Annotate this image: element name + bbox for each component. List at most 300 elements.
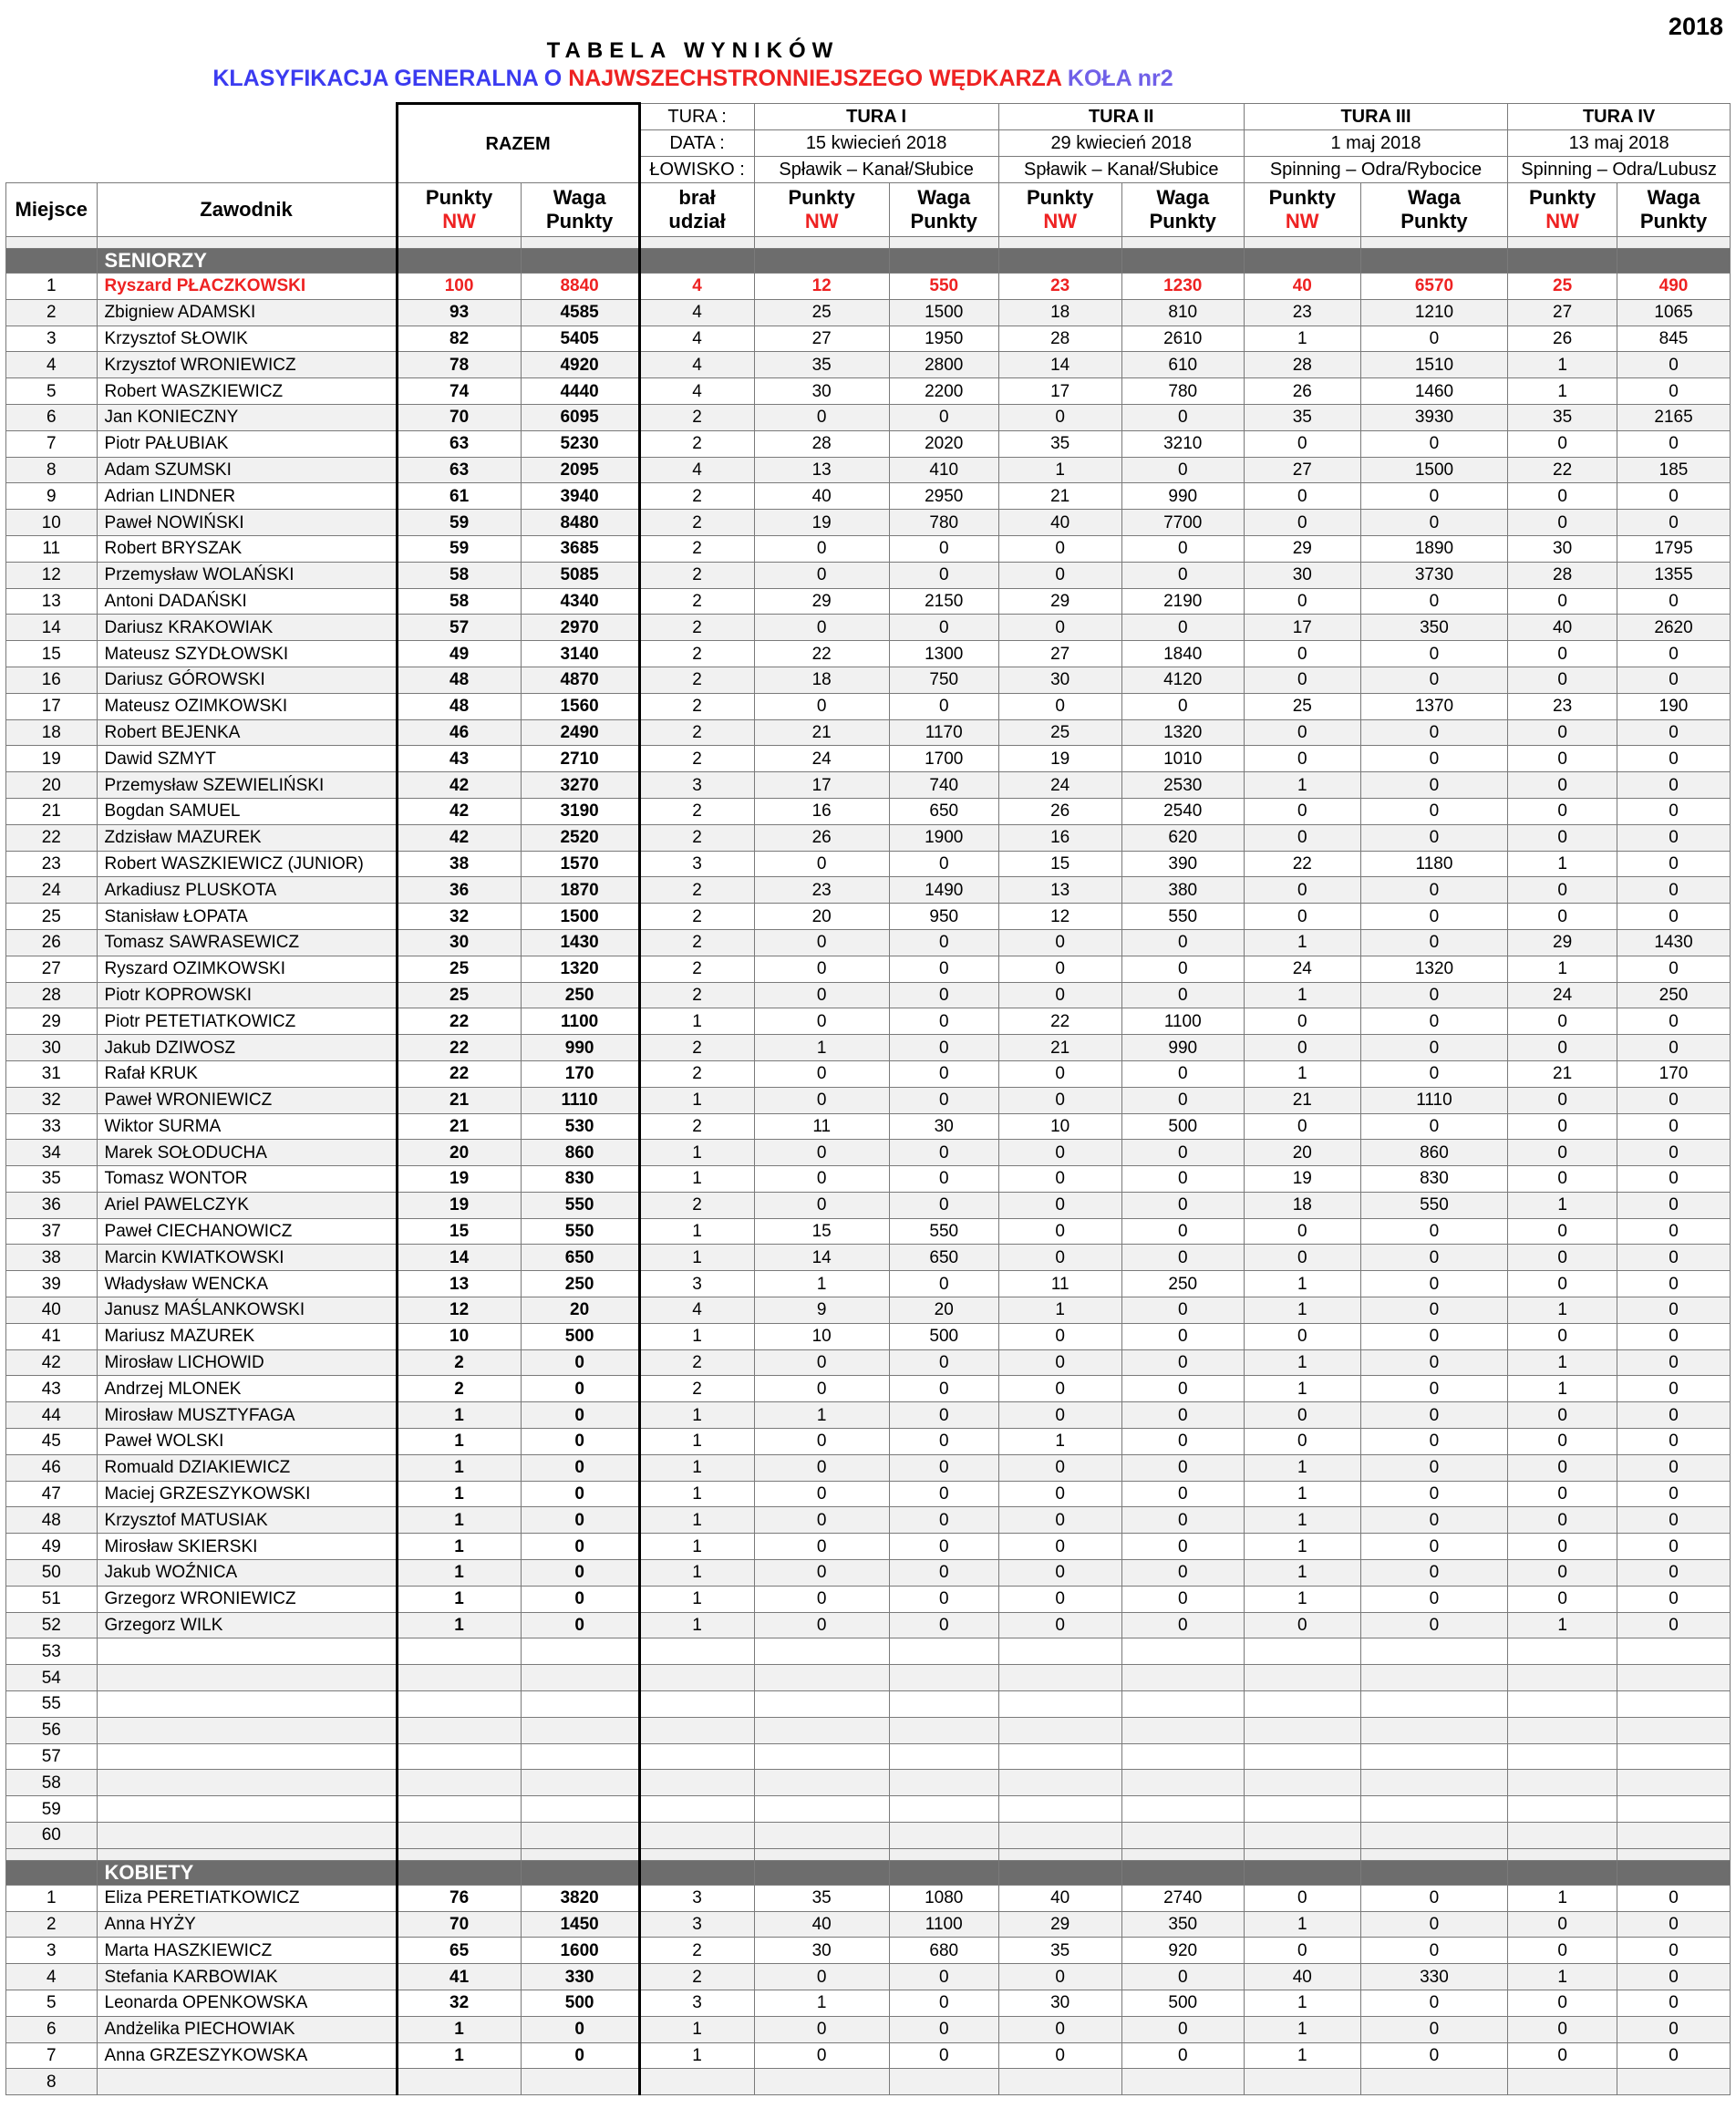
- table-row: [6, 1990, 1731, 2017]
- cell-total-points: 42: [397, 772, 521, 799]
- cell-place: 4: [6, 1964, 98, 1990]
- cell-t4-weight: 0: [1617, 641, 1731, 667]
- cell-name: Stefania KARBOWIAK: [97, 1964, 397, 1990]
- cell-total-weight: 500: [521, 1323, 639, 1349]
- cell-total-weight: 330: [521, 1964, 639, 1990]
- cell-place: 11: [6, 535, 98, 562]
- cell-place: 18: [6, 719, 98, 746]
- cell-t4-points: 26: [1508, 326, 1617, 352]
- cell-t3-points: [1244, 1743, 1360, 1770]
- cell-place: 6: [6, 2016, 98, 2042]
- cell-t1-weight: 0: [889, 1271, 998, 1297]
- cell-t4-weight: 0: [1617, 1140, 1731, 1166]
- table-row: [6, 1743, 1731, 1770]
- cell-name: Tomasz SAWRASEWICZ: [97, 929, 397, 956]
- page-subtitle: [0, 66, 1386, 92]
- cell-participation: 1: [639, 1612, 754, 1638]
- cell-t1-points: 0: [754, 982, 889, 1008]
- cell-name: Dariusz GÓROWSKI: [97, 667, 397, 693]
- cell-total-weight: [521, 1717, 639, 1743]
- cell-t3-points: 0: [1244, 588, 1360, 615]
- cell-name: Mateusz OZIMKOWSKI: [97, 693, 397, 719]
- cell-t3-weight: 0: [1360, 1376, 1507, 1402]
- cell-t3-weight: 0: [1360, 1035, 1507, 1061]
- table-row: [6, 1349, 1731, 1376]
- cell-t2-points: 0: [998, 1612, 1121, 1638]
- cell-t3-points: [1244, 1691, 1360, 1718]
- cell-t4-weight: [1617, 1717, 1731, 1743]
- cell-t2-weight: 0: [1121, 1218, 1244, 1245]
- cell-t4-weight: 0: [1617, 1349, 1731, 1376]
- cell-t2-points: 0: [998, 1060, 1121, 1087]
- cell-t2-points: [998, 1691, 1121, 1718]
- cell-t2-weight: [1121, 1743, 1244, 1770]
- cell-t2-weight: 0: [1121, 1507, 1244, 1534]
- cell-t2-weight: 2530: [1121, 772, 1244, 799]
- cell-t2-weight: 550: [1121, 904, 1244, 930]
- cell-t2-points: [998, 1743, 1121, 1770]
- cell-t4-points: [1508, 1638, 1617, 1665]
- cell-t2-weight: 0: [1121, 1481, 1244, 1507]
- cell-t2-weight: 2190: [1121, 588, 1244, 615]
- cell-total-points: 13: [397, 1271, 521, 1297]
- cell-t4-weight: 1355: [1617, 562, 1731, 588]
- cell-total-weight: 3685: [521, 535, 639, 562]
- cell-place: 13: [6, 588, 98, 615]
- cell-t4-weight: [1617, 2069, 1731, 2095]
- cell-total-weight: 0: [521, 1376, 639, 1402]
- cell-total-points: [397, 1796, 521, 1823]
- cell-total-points: 22: [397, 1060, 521, 1087]
- cell-t4-points: 0: [1508, 1323, 1617, 1349]
- cell-t1-points: 0: [754, 1060, 889, 1087]
- cell-t3-weight: 3930: [1360, 404, 1507, 430]
- cell-t2-points: 0: [998, 1402, 1121, 1429]
- cell-total-weight: 0: [521, 2042, 639, 2069]
- cell-t1-points: 0: [754, 2042, 889, 2069]
- cell-place: 26: [6, 929, 98, 956]
- cell-t4-points: 0: [1508, 1245, 1617, 1271]
- razem-header: RAZEM: [397, 104, 639, 183]
- table-row: [6, 1008, 1731, 1035]
- cell-total-points: 76: [397, 1885, 521, 1911]
- cell-t1-points: 0: [754, 1008, 889, 1035]
- cell-t4-weight: [1617, 1665, 1731, 1691]
- cell-total-weight: 0: [521, 1612, 639, 1638]
- cell-t3-points: 0: [1244, 1113, 1360, 1140]
- cell-name: [97, 1691, 397, 1718]
- cell-t1-points: 0: [754, 1454, 889, 1481]
- cell-participation: 2: [639, 956, 754, 982]
- cell-t1-points: 1: [754, 1402, 889, 1429]
- cell-total-points: 10: [397, 1323, 521, 1349]
- cell-total-weight: 5085: [521, 562, 639, 588]
- cell-t2-points: 1: [998, 1429, 1121, 1455]
- cell-t3-points: 1: [1244, 982, 1360, 1008]
- cell-t3-weight: 550: [1360, 1192, 1507, 1218]
- cell-t2-points: 0: [998, 1586, 1121, 1612]
- cell-total-weight: 1500: [521, 904, 639, 930]
- cell-t4-weight: 0: [1617, 430, 1731, 457]
- cell-total-weight: 0: [521, 1507, 639, 1534]
- cell-t2-weight: 380: [1121, 877, 1244, 904]
- cell-t3-points: 1: [1244, 1560, 1360, 1587]
- cell-t1-points: 0: [754, 2016, 889, 2042]
- table-row: [6, 1691, 1731, 1718]
- cell-total-points: 1: [397, 1534, 521, 1560]
- tura-3-date: 1 maj 2018: [1244, 130, 1507, 157]
- cell-t1-points: 1: [754, 1990, 889, 2017]
- cell-participation: 4: [639, 326, 754, 352]
- cell-t2-weight: 2740: [1121, 1885, 1244, 1911]
- cell-t4-weight: 845: [1617, 326, 1731, 352]
- cell-t2-weight: 920: [1121, 1938, 1244, 1964]
- cell-t2-weight: 0: [1121, 615, 1244, 641]
- cell-t3-weight: 0: [1360, 746, 1507, 772]
- results-table: [5, 102, 1731, 2095]
- cell-participation: 1: [639, 1454, 754, 1481]
- cell-t4-points: 28: [1508, 562, 1617, 588]
- cell-t3-points: 0: [1244, 1429, 1360, 1455]
- cell-name: Krzysztof WRONIEWICZ: [97, 352, 397, 378]
- cell-t4-weight: 0: [1617, 1192, 1731, 1218]
- cell-name: Piotr KOPROWSKI: [97, 982, 397, 1008]
- cell-total-weight: 250: [521, 982, 639, 1008]
- table-row: [6, 667, 1731, 693]
- cell-t1-weight: 2950: [889, 483, 998, 510]
- cell-t3-weight: 0: [1360, 1481, 1507, 1507]
- cell-t1-weight: 0: [889, 982, 998, 1008]
- table-row: [6, 1376, 1731, 1402]
- cell-t2-points: 21: [998, 483, 1121, 510]
- cell-t3-points: 0: [1244, 430, 1360, 457]
- cell-t1-points: 35: [754, 1885, 889, 1911]
- table-row: [6, 746, 1731, 772]
- cell-t4-weight: 0: [1617, 1376, 1731, 1402]
- cell-t3-points: 0: [1244, 1035, 1360, 1061]
- cell-participation: 1: [639, 1429, 754, 1455]
- cell-place: 16: [6, 667, 98, 693]
- cell-t2-points: 17: [998, 378, 1121, 405]
- cell-t1-weight: 0: [889, 562, 998, 588]
- cell-t1-points: 23: [754, 877, 889, 904]
- cell-t2-points: 0: [998, 929, 1121, 956]
- col-zawodnik: Zawodnik: [97, 183, 397, 237]
- cell-t1-points: [754, 1665, 889, 1691]
- col-t3-punkty: Punkty NW: [1244, 183, 1360, 237]
- tura-1-date: 15 kwiecień 2018: [754, 130, 998, 157]
- cell-total-points: 1: [397, 1560, 521, 1587]
- cell-total-points: 82: [397, 326, 521, 352]
- col-t1-waga: Waga Punkty: [889, 183, 998, 237]
- table-row: [6, 1218, 1731, 1245]
- cell-t3-weight: 0: [1360, 982, 1507, 1008]
- table-row: [6, 1717, 1731, 1743]
- cell-total-points: 59: [397, 510, 521, 536]
- cell-name: Dawid SZMYT: [97, 746, 397, 772]
- cell-t2-points: 1: [998, 1297, 1121, 1324]
- cell-t1-weight: [889, 1691, 998, 1718]
- cell-t4-points: [1508, 1796, 1617, 1823]
- col-t2-punkty: Punkty NW: [998, 183, 1121, 237]
- cell-t2-weight: 0: [1121, 1297, 1244, 1324]
- cell-t3-weight: 0: [1360, 1586, 1507, 1612]
- cell-t3-weight: 0: [1360, 2016, 1507, 2042]
- cell-name: Anna HYŻY: [97, 1911, 397, 1938]
- cell-t2-points: 0: [998, 1245, 1121, 1271]
- cell-place: 40: [6, 1297, 98, 1324]
- cell-t1-points: 26: [754, 824, 889, 851]
- cell-t3-points: 1: [1244, 2016, 1360, 2042]
- cell-t3-points: 40: [1244, 1964, 1360, 1990]
- cell-t4-points: 0: [1508, 510, 1617, 536]
- cell-t1-weight: 1950: [889, 326, 998, 352]
- cell-t1-weight: 0: [889, 1429, 998, 1455]
- lowisko-row-label: ŁOWISKO :: [639, 157, 754, 183]
- cell-t1-points: 30: [754, 378, 889, 405]
- cell-t2-weight: [1121, 1796, 1244, 1823]
- cell-total-points: 58: [397, 562, 521, 588]
- cell-participation: 1: [639, 1245, 754, 1271]
- tura-3-name: TURA III: [1244, 104, 1507, 130]
- table-row: [6, 430, 1731, 457]
- cell-place: 20: [6, 772, 98, 799]
- cell-t3-points: 20: [1244, 1140, 1360, 1166]
- cell-name: Przemysław SZEWIELIŃSKI: [97, 772, 397, 799]
- cell-participation: 2: [639, 693, 754, 719]
- cell-t4-weight: 0: [1617, 746, 1731, 772]
- cell-t3-weight: 0: [1360, 1990, 1507, 2017]
- table-row: [6, 904, 1731, 930]
- cell-t1-weight: 0: [889, 404, 998, 430]
- cell-t2-points: 0: [998, 1534, 1121, 1560]
- cell-t4-points: [1508, 1770, 1617, 1796]
- cell-participation: 2: [639, 1113, 754, 1140]
- cell-t2-weight: [1121, 1638, 1244, 1665]
- cell-t3-points: 28: [1244, 352, 1360, 378]
- cell-t1-points: 0: [754, 851, 889, 877]
- cell-total-weight: 0: [521, 1454, 639, 1481]
- cell-t4-weight: 0: [1617, 1218, 1731, 1245]
- cell-t2-weight: 780: [1121, 378, 1244, 405]
- cell-participation: 2: [639, 404, 754, 430]
- cell-t1-points: 10: [754, 1323, 889, 1349]
- cell-t4-points: 0: [1508, 1166, 1617, 1193]
- cell-t1-weight: 0: [889, 1454, 998, 1481]
- cell-t2-points: 0: [998, 1349, 1121, 1376]
- cell-t3-points: 1: [1244, 1586, 1360, 1612]
- cell-t1-weight: 0: [889, 1376, 998, 1402]
- cell-t1-weight: 0: [889, 956, 998, 982]
- cell-place: 28: [6, 982, 98, 1008]
- cell-t1-weight: 550: [889, 1218, 998, 1245]
- cell-t1-weight: 0: [889, 1035, 998, 1061]
- cell-t3-weight: 0: [1360, 326, 1507, 352]
- cell-participation: 2: [639, 615, 754, 641]
- cell-t1-weight: [889, 1638, 998, 1665]
- cell-t1-points: 0: [754, 1964, 889, 1990]
- cell-t1-points: 0: [754, 1612, 889, 1638]
- section-spacer: [6, 1848, 1731, 1860]
- cell-t2-points: 0: [998, 404, 1121, 430]
- cell-t4-points: 0: [1508, 1481, 1617, 1507]
- cell-t4-points: 1: [1508, 956, 1617, 982]
- cell-participation: 1: [639, 1507, 754, 1534]
- cell-t2-weight: 620: [1121, 824, 1244, 851]
- cell-total-weight: 4870: [521, 667, 639, 693]
- cell-t3-weight: 0: [1360, 1060, 1507, 1087]
- cell-participation: 4: [639, 378, 754, 405]
- section-spacer: [6, 237, 1731, 249]
- cell-t2-weight: 810: [1121, 299, 1244, 326]
- cell-t2-points: 23: [998, 274, 1121, 300]
- cell-name: Robert WASZKIEWICZ (JUNIOR): [97, 851, 397, 877]
- cell-total-points: 1: [397, 2016, 521, 2042]
- cell-t4-weight: 0: [1617, 1885, 1731, 1911]
- cell-total-points: 42: [397, 798, 521, 824]
- cell-t4-weight: [1617, 1796, 1731, 1823]
- cell-t1-points: 0: [754, 535, 889, 562]
- cell-t3-weight: 330: [1360, 1964, 1507, 1990]
- cell-name: [97, 1823, 397, 1849]
- table-row: [6, 798, 1731, 824]
- cell-total-points: [397, 1665, 521, 1691]
- cell-total-weight: [521, 1638, 639, 1665]
- cell-total-points: 48: [397, 667, 521, 693]
- cell-t2-weight: [1121, 1770, 1244, 1796]
- cell-total-weight: 1560: [521, 693, 639, 719]
- table-row: [6, 2069, 1731, 2095]
- cell-place: 22: [6, 824, 98, 851]
- cell-t2-weight: 1320: [1121, 719, 1244, 746]
- cell-t1-points: 40: [754, 483, 889, 510]
- cell-participation: 2: [639, 929, 754, 956]
- cell-t1-points: 28: [754, 430, 889, 457]
- header-row-tura: [6, 104, 1731, 130]
- cell-t3-points: 0: [1244, 641, 1360, 667]
- cell-t2-weight: 1230: [1121, 274, 1244, 300]
- table-row: [6, 693, 1731, 719]
- cell-name: [97, 1717, 397, 1743]
- cell-t4-weight: 0: [1617, 667, 1731, 693]
- table-row: [6, 1823, 1731, 1849]
- cell-t3-points: 17: [1244, 615, 1360, 641]
- cell-t1-weight: 1900: [889, 824, 998, 851]
- cell-t3-points: 1: [1244, 1060, 1360, 1087]
- cell-total-weight: 3940: [521, 483, 639, 510]
- cell-total-weight: 530: [521, 1113, 639, 1140]
- cell-t1-points: 24: [754, 746, 889, 772]
- cell-total-weight: 8480: [521, 510, 639, 536]
- cell-participation: 2: [639, 1349, 754, 1376]
- cell-t4-points: 0: [1508, 1560, 1617, 1587]
- cell-t4-weight: 0: [1617, 352, 1731, 378]
- cell-participation: 1: [639, 1008, 754, 1035]
- tura-row-label: TURA :: [639, 104, 754, 130]
- cell-t4-weight: [1617, 1770, 1731, 1796]
- cell-name: Maciej GRZESZYKOWSKI: [97, 1481, 397, 1507]
- cell-t2-points: 30: [998, 667, 1121, 693]
- table-row: [6, 1297, 1731, 1324]
- table-row: [6, 824, 1731, 851]
- cell-name: Mirosław LICHOWID: [97, 1349, 397, 1376]
- cell-participation: [639, 1823, 754, 1849]
- table-row: [6, 641, 1731, 667]
- cell-t2-points: 1: [998, 457, 1121, 483]
- cell-t4-weight: 1795: [1617, 535, 1731, 562]
- cell-t1-points: [754, 2069, 889, 2095]
- cell-total-weight: 1450: [521, 1911, 639, 1938]
- cell-t2-points: 0: [998, 1964, 1121, 1990]
- cell-total-weight: 4340: [521, 588, 639, 615]
- cell-t1-points: 35: [754, 352, 889, 378]
- cell-total-weight: 0: [521, 1402, 639, 1429]
- cell-place: 25: [6, 904, 98, 930]
- cell-t4-weight: 0: [1617, 877, 1731, 904]
- cell-total-weight: 1570: [521, 851, 639, 877]
- cell-total-points: 63: [397, 457, 521, 483]
- cell-participation: [639, 1770, 754, 1796]
- cell-name: Władysław WENCKA: [97, 1271, 397, 1297]
- cell-t1-weight: 1500: [889, 299, 998, 326]
- cell-participation: 1: [639, 1140, 754, 1166]
- cell-t3-weight: 0: [1360, 1402, 1507, 1429]
- cell-t4-points: [1508, 1665, 1617, 1691]
- cell-total-weight: 6095: [521, 404, 639, 430]
- cell-t1-weight: [889, 1717, 998, 1743]
- cell-total-weight: 170: [521, 1060, 639, 1087]
- cell-t2-weight: 610: [1121, 352, 1244, 378]
- cell-t4-points: 0: [1508, 1454, 1617, 1481]
- cell-name: Wiktor SURMA: [97, 1113, 397, 1140]
- cell-place: 58: [6, 1770, 98, 1796]
- tura-3-place: Spinning – Odra/Rybocice: [1244, 157, 1507, 183]
- cell-participation: 1: [639, 1402, 754, 1429]
- cell-t3-weight: 860: [1360, 1140, 1507, 1166]
- cell-t4-points: 0: [1508, 1938, 1617, 1964]
- cell-total-points: 36: [397, 877, 521, 904]
- cell-t4-weight: 0: [1617, 1166, 1731, 1193]
- table-row: [6, 719, 1731, 746]
- cell-place: 15: [6, 641, 98, 667]
- cell-participation: 3: [639, 1271, 754, 1297]
- cell-t3-weight: 1460: [1360, 378, 1507, 405]
- cell-t3-points: 0: [1244, 904, 1360, 930]
- cell-t4-points: 25: [1508, 274, 1617, 300]
- cell-name: Paweł NOWIŃSKI: [97, 510, 397, 536]
- cell-t2-weight: [1121, 1823, 1244, 1849]
- cell-t4-weight: 0: [1617, 1507, 1731, 1534]
- cell-name: Jan KONIECZNY: [97, 404, 397, 430]
- cell-t4-points: 22: [1508, 457, 1617, 483]
- cell-t1-points: 0: [754, 956, 889, 982]
- cell-total-weight: 3270: [521, 772, 639, 799]
- cell-t2-weight: 1010: [1121, 746, 1244, 772]
- cell-total-weight: 2095: [521, 457, 639, 483]
- cell-place: 50: [6, 1560, 98, 1587]
- cell-t3-weight: 0: [1360, 1911, 1507, 1938]
- cell-place: 24: [6, 877, 98, 904]
- cell-t1-weight: 0: [889, 693, 998, 719]
- section-name: SENIORZY: [97, 249, 397, 274]
- cell-total-points: 57: [397, 615, 521, 641]
- cell-name: Robert BEJENKA: [97, 719, 397, 746]
- cell-t3-weight: 1180: [1360, 851, 1507, 877]
- cell-t4-points: 1: [1508, 1297, 1617, 1324]
- cell-t3-points: 0: [1244, 510, 1360, 536]
- cell-t1-weight: 0: [889, 929, 998, 956]
- table-row: [6, 851, 1731, 877]
